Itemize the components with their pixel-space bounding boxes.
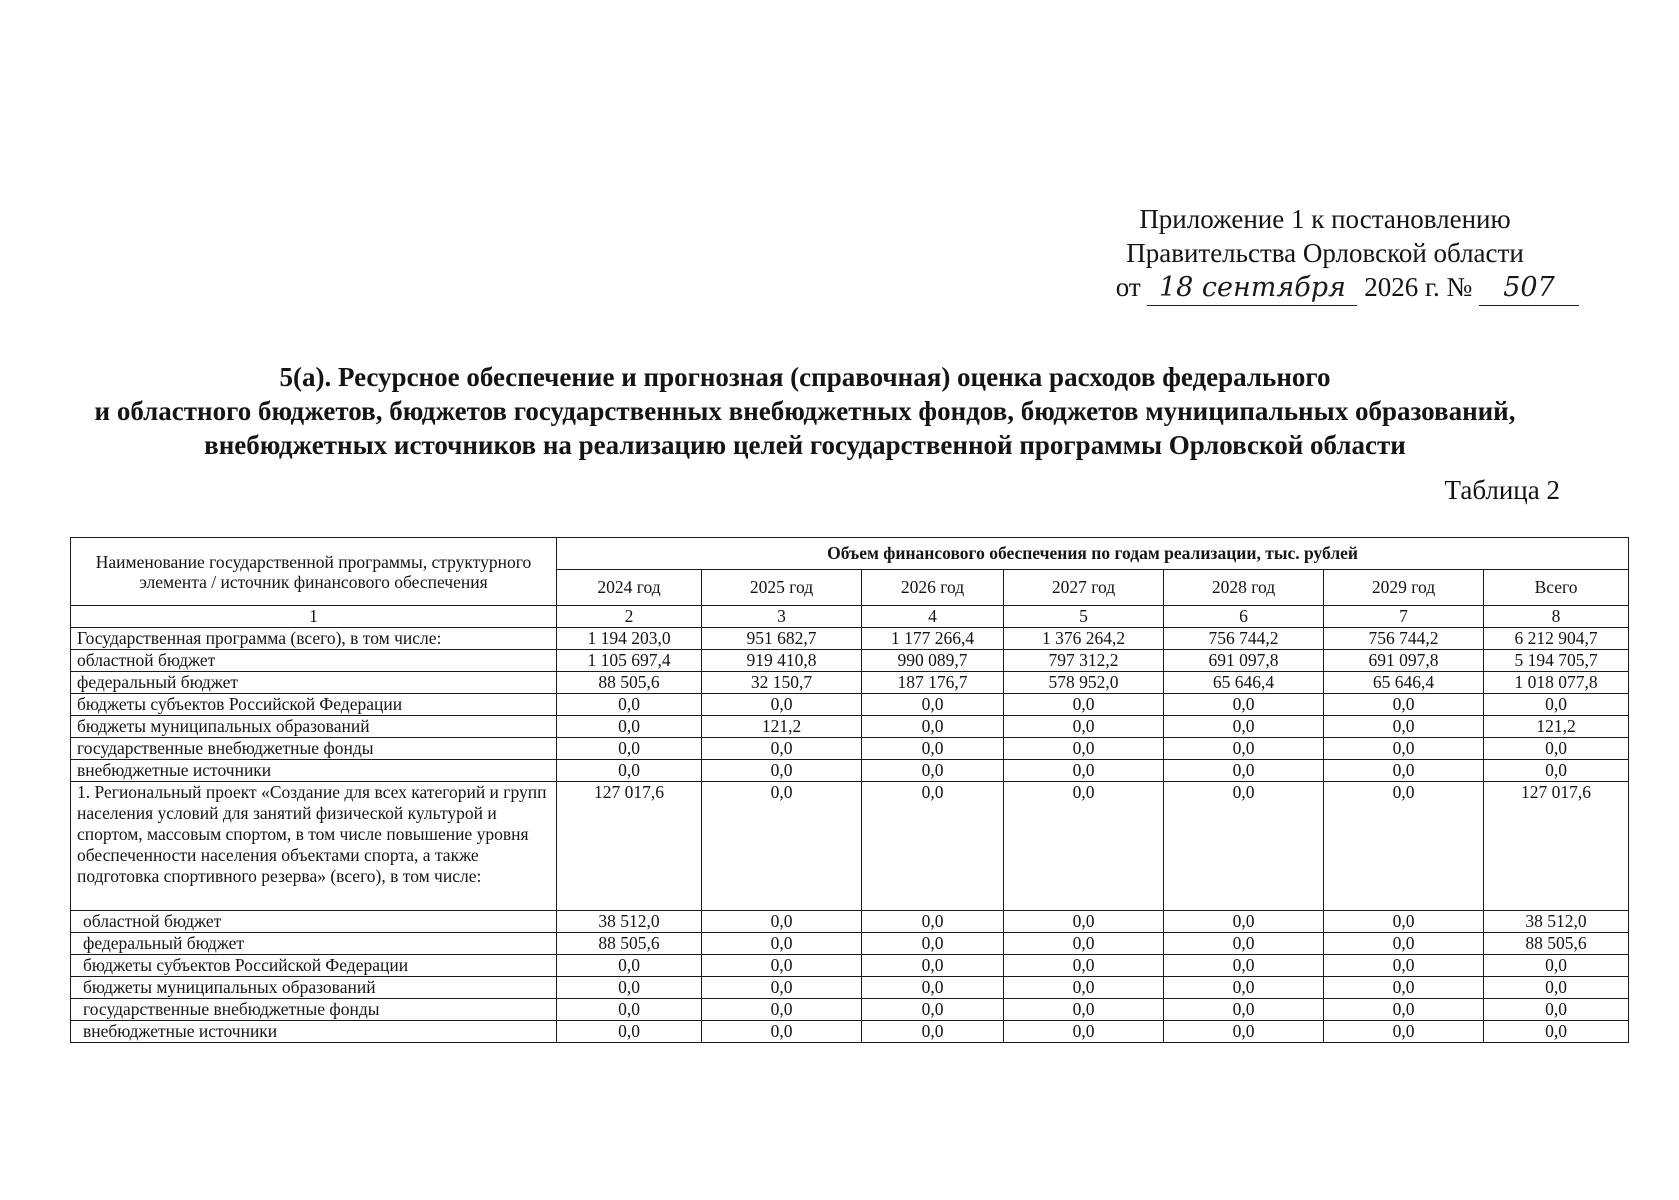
row-value: 0,0 (702, 933, 862, 955)
row-value: 0,0 (1484, 694, 1629, 716)
row-value: 0,0 (862, 1021, 1004, 1043)
appendix-date-line (1065, 270, 1585, 306)
date-prefix: от (1115, 272, 1141, 302)
column-number-row (71, 606, 1629, 628)
row-value: 0,0 (1484, 999, 1629, 1021)
handwritten-date: 18 сентября (1147, 271, 1357, 306)
appendix-line-1: Приложение 1 к постановлению (1139, 204, 1511, 234)
row-value: 0,0 (862, 955, 1004, 977)
column-header-year: 2029 год (1324, 570, 1484, 606)
row-value: 0,0 (1004, 716, 1164, 738)
table-row (71, 672, 1629, 694)
row-value: 6 212 904,7 (1484, 628, 1629, 650)
row-name: внебюджетные источники (71, 760, 557, 782)
row-value: 88 505,6 (1484, 933, 1629, 955)
row-value: 1 105 697,4 (557, 650, 702, 672)
row-value: 0,0 (1004, 955, 1164, 977)
row-value: 0,0 (862, 977, 1004, 999)
row-name: Государственная программа (всего), в том числе: (71, 628, 557, 650)
row-value: 0,0 (702, 1021, 862, 1043)
row-value: 0,0 (702, 977, 862, 999)
row-value: 0,0 (1484, 738, 1629, 760)
row-value: 578 952,0 (1004, 672, 1164, 694)
table-row (71, 694, 1629, 716)
row-value: 121,2 (702, 716, 862, 738)
table-row (71, 716, 1629, 738)
row-value: 1 177 266,4 (862, 628, 1004, 650)
row-value: 0,0 (557, 694, 702, 716)
row-value: 0,0 (1324, 738, 1484, 760)
row-value: 0,0 (1324, 760, 1484, 782)
row-value: 0,0 (1004, 1021, 1164, 1043)
row-name: областной бюджет (71, 650, 557, 672)
row-value: 5 194 705,7 (1484, 650, 1629, 672)
row-value: 0,0 (862, 782, 1004, 911)
row-value: 0,0 (1164, 694, 1324, 716)
column-number: 7 (1324, 606, 1484, 628)
row-value: 0,0 (1164, 1021, 1324, 1043)
row-value: 0,0 (1164, 782, 1324, 911)
column-number: 1 (71, 606, 557, 628)
table-row (71, 650, 1629, 672)
row-value: 0,0 (1324, 977, 1484, 999)
row-value: 919 410,8 (702, 650, 862, 672)
row-value: 38 512,0 (1484, 911, 1629, 933)
table-row (71, 628, 1629, 650)
row-value: 0,0 (702, 738, 862, 760)
row-value: 0,0 (557, 955, 702, 977)
year-text: 2026 г. № (1364, 272, 1473, 302)
row-value: 0,0 (1324, 694, 1484, 716)
financing-table (70, 537, 1629, 1043)
column-number: 6 (1164, 606, 1324, 628)
row-name: государственные внебюджетные фонды (71, 999, 557, 1021)
row-value: 88 505,6 (557, 672, 702, 694)
column-group-header: Объем финансового обеспечения по годам реализации, тыс. рублей (557, 538, 1629, 570)
row-value: 0,0 (1324, 1021, 1484, 1043)
row-value: 0,0 (1004, 782, 1164, 911)
table-row (71, 933, 1629, 955)
table-row (71, 760, 1629, 782)
row-value: 0,0 (702, 999, 862, 1021)
row-value: 0,0 (1324, 999, 1484, 1021)
row-value: 65 646,4 (1164, 672, 1324, 694)
column-number: 5 (1004, 606, 1164, 628)
row-value: 127 017,6 (1484, 782, 1629, 911)
row-value: 0,0 (1004, 977, 1164, 999)
row-value: 990 089,7 (862, 650, 1004, 672)
row-value: 756 744,2 (1324, 628, 1484, 650)
title-line-3: внебюджетных источников на реализацию целей государственной программы Орловской области (204, 430, 1406, 460)
row-value: 0,0 (1324, 933, 1484, 955)
row-value: 0,0 (702, 694, 862, 716)
row-name: бюджеты муниципальных образований (71, 977, 557, 999)
table-row (71, 911, 1629, 933)
row-value: 1 376 264,2 (1004, 628, 1164, 650)
column-header-year: 2026 год (862, 570, 1004, 606)
row-name: федеральный бюджет (71, 672, 557, 694)
table-row (71, 999, 1629, 1021)
row-value: 121,2 (1484, 716, 1629, 738)
title-line-1: 5(а). Ресурсное обеспечение и прогнозная (справочная) оценка расходов федерального (279, 362, 1331, 392)
row-value: 127 017,6 (557, 782, 702, 911)
row-name: государственные внебюджетные фонды (71, 738, 557, 760)
row-value: 0,0 (862, 760, 1004, 782)
row-value: 1 194 203,0 (557, 628, 702, 650)
row-value: 0,0 (1324, 911, 1484, 933)
handwritten-number: 507 (1479, 271, 1579, 306)
row-value: 0,0 (1004, 738, 1164, 760)
row-value: 38 512,0 (557, 911, 702, 933)
row-value: 0,0 (557, 760, 702, 782)
row-value: 0,0 (1004, 999, 1164, 1021)
row-value: 0,0 (1484, 760, 1629, 782)
row-value: 0,0 (702, 955, 862, 977)
column-number: 4 (862, 606, 1004, 628)
column-header-year: 2028 год (1164, 570, 1324, 606)
row-value: 691 097,8 (1324, 650, 1484, 672)
row-value: 0,0 (1164, 716, 1324, 738)
row-value: 0,0 (702, 760, 862, 782)
table-row (71, 1021, 1629, 1043)
row-value: 0,0 (702, 911, 862, 933)
row-value: 0,0 (1004, 933, 1164, 955)
table-row (71, 782, 1629, 911)
row-value: 0,0 (557, 738, 702, 760)
row-value: 951 682,7 (702, 628, 862, 650)
row-name: федеральный бюджет (71, 933, 557, 955)
row-name: бюджеты субъектов Российской Федерации (71, 955, 557, 977)
row-value: 0,0 (1164, 738, 1324, 760)
row-value: 0,0 (862, 738, 1004, 760)
column-header-year: Всего (1484, 570, 1629, 606)
row-value: 0,0 (1164, 999, 1324, 1021)
row-name: областной бюджет (71, 911, 557, 933)
row-value: 0,0 (1324, 955, 1484, 977)
row-value: 0,0 (557, 716, 702, 738)
row-value: 0,0 (862, 716, 1004, 738)
row-value: 0,0 (862, 933, 1004, 955)
row-value: 88 505,6 (557, 933, 702, 955)
column-header-year: 2024 год (557, 570, 702, 606)
document-title (60, 360, 1550, 462)
table-row (71, 977, 1629, 999)
column-number: 8 (1484, 606, 1629, 628)
appendix-line-2: Правительства Орловской области (1126, 238, 1524, 268)
table-label: Таблица 2 (1444, 475, 1560, 505)
column-header-year: 2025 год (702, 570, 862, 606)
column-header-year: 2027 год (1004, 570, 1164, 606)
row-value: 0,0 (702, 782, 862, 911)
row-value: 0,0 (1004, 694, 1164, 716)
row-value: 0,0 (557, 1021, 702, 1043)
row-value: 0,0 (1164, 955, 1324, 977)
row-value: 0,0 (1164, 933, 1324, 955)
row-value: 0,0 (557, 977, 702, 999)
row-value: 0,0 (862, 694, 1004, 716)
appendix-header (1065, 202, 1585, 306)
row-value: 0,0 (1004, 911, 1164, 933)
row-value: 32 150,7 (702, 672, 862, 694)
row-value: 0,0 (1484, 977, 1629, 999)
row-value: 0,0 (862, 999, 1004, 1021)
row-name: бюджеты субъектов Российской Федерации (71, 694, 557, 716)
row-value: 756 744,2 (1164, 628, 1324, 650)
table-row (71, 955, 1629, 977)
row-value: 0,0 (1004, 760, 1164, 782)
row-value: 0,0 (1164, 977, 1324, 999)
row-value: 0,0 (557, 999, 702, 1021)
row-value: 0,0 (1164, 760, 1324, 782)
column-header-name: Наименование государственной программы, структурного элемента / источник финансового обеспечения (71, 538, 557, 606)
row-name: 1. Региональный проект «Создание для всех категорий и групп населения условий для занятий физической культурой и спортом, массовым спортом, в том числе повышение уровня обеспеченности населения объектами спорта, а также подготовка спортивного резерва» (всего), в том числе: (71, 782, 557, 911)
row-value: 0,0 (1324, 782, 1484, 911)
row-value: 691 097,8 (1164, 650, 1324, 672)
title-line-2: и областного бюджетов, бюджетов государственных внебюджетных фондов, бюджетов муниципальных образований, (94, 396, 1516, 426)
row-value: 65 646,4 (1324, 672, 1484, 694)
row-value: 0,0 (1484, 955, 1629, 977)
row-name: бюджеты муниципальных образований (71, 716, 557, 738)
row-value: 187 176,7 (862, 672, 1004, 694)
row-value: 1 018 077,8 (1484, 672, 1629, 694)
row-value: 0,0 (1324, 716, 1484, 738)
table-row (71, 738, 1629, 760)
row-value: 0,0 (1164, 911, 1324, 933)
row-value: 797 312,2 (1004, 650, 1164, 672)
column-number: 3 (702, 606, 862, 628)
row-value: 0,0 (862, 911, 1004, 933)
row-name: внебюджетные источники (71, 1021, 557, 1043)
row-value: 0,0 (1484, 1021, 1629, 1043)
column-number: 2 (557, 606, 702, 628)
